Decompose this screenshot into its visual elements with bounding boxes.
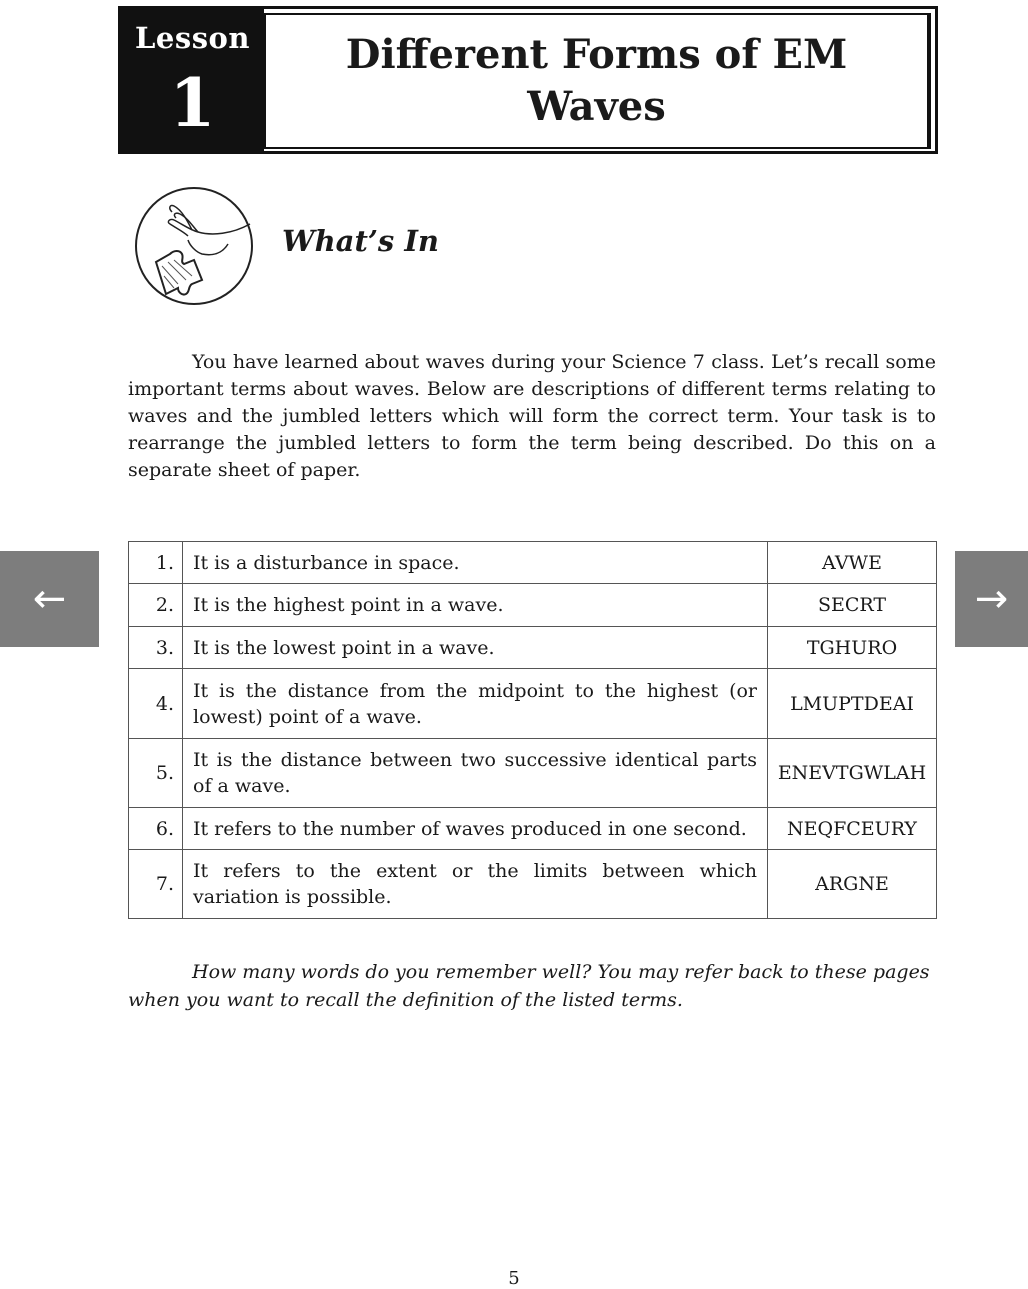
table-row [129,850,937,919]
row-description: It refers to the extent or the limits between which variation is possible. [183,850,768,919]
row-description: It is the highest point in a wave. [183,584,768,627]
lesson-badge [121,9,264,151]
row-number: 1. [129,542,183,584]
row-number: 2. [129,584,183,627]
row-description: It is the distance from the midpoint to the highest (or lowest) point of a wave. [183,669,768,739]
row-jumbled-word: LMUPTDEAI [768,669,937,739]
puzzle-hand-icon [132,184,256,308]
row-description: It is the lowest point in a wave. [183,627,768,669]
arrow-right-icon: → [974,576,1009,622]
lesson-label: Lesson [135,21,250,55]
table-row [129,584,937,627]
terms-table [128,541,937,919]
closing-paragraph [128,958,936,1014]
row-number: 6. [129,808,183,850]
row-number: 4. [129,669,183,739]
row-jumbled-word: SECRT [768,584,937,627]
table-row [129,542,937,584]
row-jumbled-word: AVWE [768,542,937,584]
page-number: 5 [508,1268,520,1289]
lesson-header [118,6,938,154]
table-row [129,669,937,739]
next-page-button[interactable] [955,551,1028,647]
row-jumbled-word: ENEVTGWLAH [768,739,937,808]
intro-text: You have learned about waves during your Science 7 class. Let’s recall some important terms about waves. Below are descriptions of different terms relating to waves and the jumbled letters which will form the correct term. Your task is to rearrange the jumbled letters to form the term being described. Do this on a separate sheet of paper. [128,351,936,481]
page-title: Different Forms of EM Waves [345,31,848,130]
row-number: 3. [129,627,183,669]
table-row [129,739,937,808]
row-jumbled-word: TGHURO [768,627,937,669]
intro-paragraph [128,349,936,484]
row-jumbled-word: NEQFCEURY [768,808,937,850]
previous-page-button[interactable] [0,551,99,647]
row-number: 5. [129,739,183,808]
arrow-left-icon: ← [32,576,67,622]
title-box [264,13,931,149]
lesson-number: 1 [169,64,216,142]
table-row [129,627,937,669]
row-description: It refers to the number of waves produced in one second. [183,808,768,850]
section-title: What’s In [282,224,440,258]
row-number: 7. [129,850,183,919]
row-description: It is a disturbance in space. [183,542,768,584]
closing-text: How many words do you remember well? You may refer back to these pages when you want to recall the definition of the listed terms. [128,961,930,1011]
table-row [129,808,937,850]
row-description: It is the distance between two successive identical parts of a wave. [183,739,768,808]
row-jumbled-word: ARGNE [768,850,937,919]
